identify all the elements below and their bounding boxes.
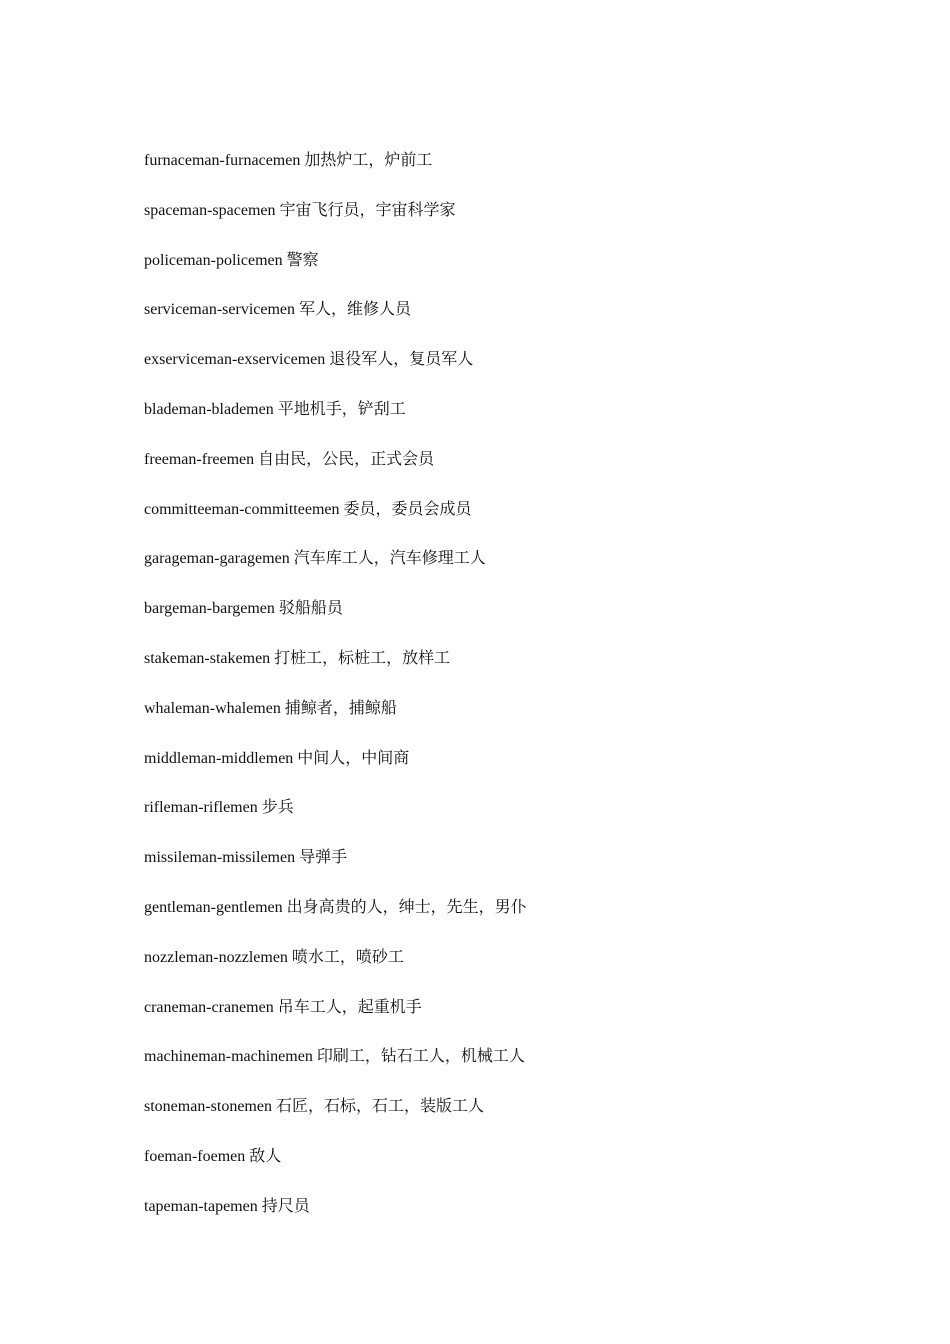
word-entry: furnaceman-furnacemen 加热炉工，炉前工 (144, 152, 433, 169)
word-list (144, 149, 527, 1245)
word-entry: policeman-policemen 警察 (144, 251, 319, 269)
word-entry: stakeman-stakemen 打桩工，标桩工，放样工 (144, 649, 451, 667)
word-entry: gentleman-gentlemen 出身高贵的人，绅士，先生，男仆 (144, 898, 527, 916)
word-entry: craneman-cranemen 吊车工人，起重机手 (144, 998, 422, 1016)
word-entry: spaceman-spacemen 宇宙飞行员，宇宙科学家 (144, 201, 456, 219)
word-entry: blademan-blademen 平地机手，铲刮工 (144, 400, 406, 418)
word-entry: committeeman-committeemen 委员，委员会成员 (144, 500, 472, 518)
word-entry: nozzleman-nozzlemen 喷水工，喷砂工 (144, 948, 404, 966)
word-entry: serviceman-servicemen 军人，维修人员 (144, 301, 412, 319)
word-entry: whaleman-whalemen 捕鲸者，捕鲸船 (144, 699, 397, 717)
word-entry: foeman-foemen 敌人 (144, 1147, 282, 1165)
word-entry: bargeman-bargemen 驳船船员 (144, 600, 343, 618)
word-entry: middleman-middlemen 中间人，中间商 (144, 749, 410, 767)
word-entry: stoneman-stonemen 石匠，石标，石工，装版工人 (144, 1098, 484, 1116)
word-entry: garageman-garagemen 汽车库工人，汽车修理工人 (144, 550, 486, 568)
word-entry: tapeman-tapemen 持尺员 (144, 1197, 310, 1215)
word-entry: machineman-machinemen 印刷工，钻石工人，机械工人 (144, 1048, 525, 1066)
word-entry: missileman-missilemen 导弹手 (144, 849, 348, 867)
word-entry: freeman-freemen 自由民，公民，正式会员 (144, 450, 435, 468)
word-entry: exserviceman-exservicemen 退役军人，复员军人 (144, 351, 474, 369)
word-entry: rifleman-riflemen 步兵 (144, 799, 294, 817)
